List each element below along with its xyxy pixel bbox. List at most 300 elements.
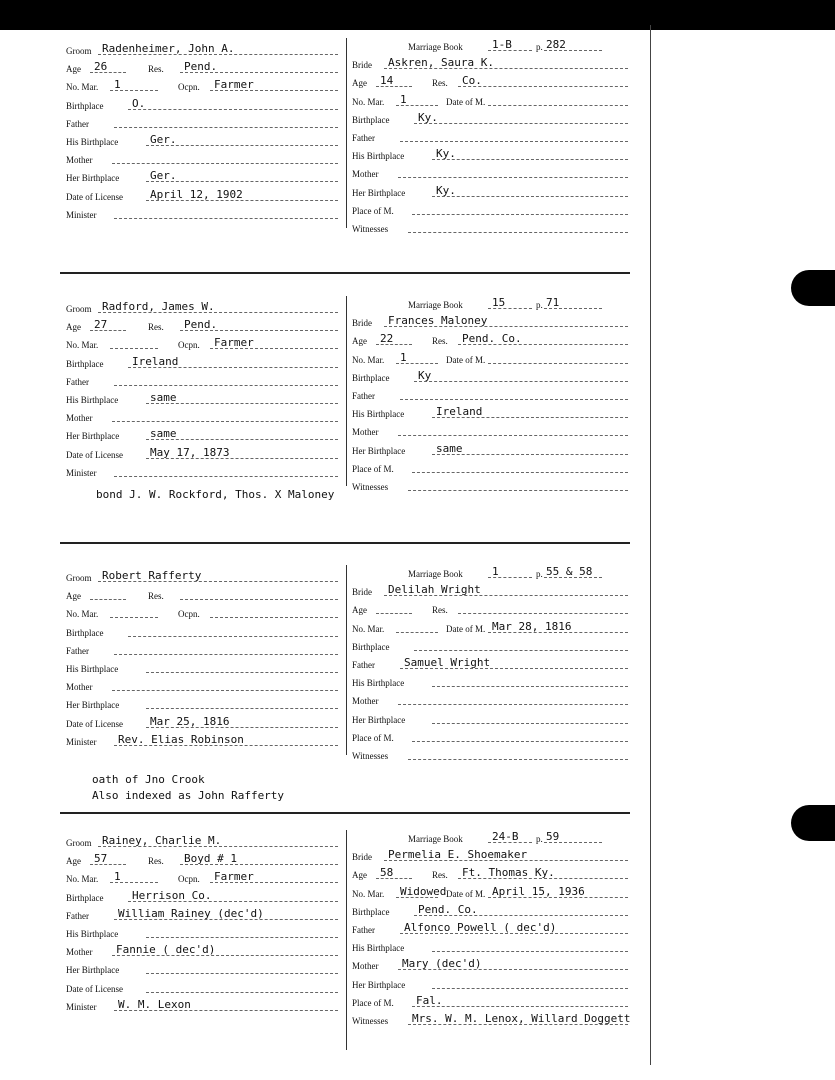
fill-line	[412, 1006, 628, 1007]
fill-line	[432, 159, 628, 160]
bride-res-value: Ft. Thomas Ky.	[462, 866, 555, 880]
field-label: Mother	[352, 961, 379, 972]
bride-row-father	[352, 127, 630, 145]
field-label: Witnesses	[352, 751, 389, 761]
field-label: Res.	[148, 591, 164, 602]
groom-row-her-birthplace	[66, 694, 344, 712]
groom-row-mother	[66, 941, 344, 959]
fill-line	[180, 599, 338, 600]
field-label: Her Birthplace	[352, 187, 406, 198]
bride-his-birthplace-value: Ireland	[436, 405, 483, 419]
fill-line	[398, 177, 628, 178]
fill-line	[146, 992, 338, 993]
bride-row-his-birthplace	[352, 937, 630, 955]
field-label: Minister	[66, 1001, 97, 1012]
field-label: Marriage Book	[408, 42, 463, 52]
bride-name-value: Delilah Wright	[388, 583, 481, 597]
field-label: Father	[352, 660, 375, 670]
field-label: Ocpn.	[178, 609, 200, 620]
bride-name-value: Permelia E. Shoemaker	[388, 848, 528, 862]
groom-res-value: Pend.	[184, 318, 218, 332]
bride-row-his-birthplace	[352, 672, 630, 690]
fill-line	[90, 599, 126, 600]
groom-ocpn-value: Farmer	[214, 336, 254, 350]
field-label: Groom	[66, 304, 92, 314]
fill-line	[408, 232, 628, 233]
groom-no-mar-value: 1	[114, 870, 121, 884]
card-note: bond J. W. Rockford, Thos. X Maloney	[96, 488, 335, 501]
groom-row-his-birthplace	[66, 131, 344, 149]
bride-his-birthplace-value: Ky.	[436, 147, 456, 161]
field-label: Her Birthplace	[66, 700, 120, 711]
field-label: Father	[66, 645, 89, 656]
field-label: Date of License	[66, 718, 123, 729]
scan-top-border	[0, 0, 835, 30]
fill-line	[412, 741, 628, 742]
field-label: Age	[352, 78, 367, 89]
marriage-book-value: 1	[492, 565, 499, 578]
fill-line	[408, 759, 628, 760]
groom-name-value: Robert Rafferty	[102, 569, 202, 582]
bride-row-no-mar	[352, 883, 630, 901]
field-label: No. Mar.	[66, 340, 99, 351]
bride-row-witnesses	[352, 476, 630, 494]
field-label: His Birthplace	[66, 929, 119, 939]
bride-father-value: Alfonco Powell ( dec'd)	[404, 921, 557, 934]
field-label: Date of License	[66, 191, 123, 202]
column-divider	[346, 296, 347, 486]
groom-row-age	[66, 58, 344, 76]
groom-date-of-license-value: Mar 25, 1816	[150, 714, 230, 728]
groom-name-value: Radenheimer, John A.	[102, 42, 235, 55]
groom-her-birthplace-value: same	[150, 427, 177, 441]
marriage-book-value: 15	[492, 296, 506, 309]
fill-line	[458, 86, 628, 87]
groom-her-birthplace-value: Ger.	[150, 169, 177, 183]
field-label: Birthplace	[66, 892, 104, 903]
bride-row-her-birthplace	[352, 974, 630, 992]
groom-row-birthplace	[66, 887, 344, 905]
groom-no-mar-value: 1	[114, 78, 121, 92]
fill-line	[146, 672, 338, 673]
bride-row-age	[352, 72, 630, 90]
field-label: Marriage Book	[408, 834, 463, 844]
fill-line	[114, 385, 338, 386]
bride-row-name	[352, 581, 630, 599]
fill-line	[114, 476, 338, 477]
bride-row-no-mar	[352, 349, 630, 367]
fill-line	[112, 421, 338, 422]
field-label: Bride	[352, 852, 372, 863]
field-label: His Birthplace	[352, 409, 405, 420]
page-number-value: 282	[546, 38, 566, 51]
field-label: Res.	[432, 605, 448, 616]
fill-line	[110, 348, 158, 349]
column-divider	[346, 38, 347, 228]
bride-row-place-of-m	[352, 992, 630, 1010]
field-label: Date of M.	[446, 623, 486, 634]
card-note: oath of Jno Crook	[92, 773, 205, 786]
field-label: Her Birthplace	[66, 965, 120, 976]
bride-birthplace-value: Ky.	[418, 110, 438, 124]
bride-mother-value: Mary (dec'd)	[402, 957, 482, 971]
field-label: Birthplace	[66, 358, 104, 369]
fill-line	[400, 399, 628, 400]
field-label: Age	[66, 591, 81, 602]
groom-name-value: Rainey, Charlie M.	[102, 834, 222, 847]
groom-row-age	[66, 850, 344, 868]
card-note: Also indexed as John Rafferty	[92, 789, 285, 802]
groom-row-father	[66, 640, 344, 658]
fill-line	[112, 163, 338, 164]
groom-row-name	[66, 832, 344, 850]
field-label: No. Mar.	[66, 874, 99, 885]
bride-row-place-of-m	[352, 200, 630, 218]
field-label: Mother	[66, 155, 93, 166]
fill-line	[110, 617, 158, 618]
field-label: Witnesses	[352, 482, 389, 492]
bride-row-her-birthplace	[352, 182, 630, 200]
field-label: Date of License	[66, 449, 123, 460]
marriage-book-row	[352, 36, 630, 54]
groom-row-mother	[66, 149, 344, 167]
bride-row-father	[352, 654, 630, 672]
bride-her-birthplace-value: Ky.	[436, 183, 456, 197]
field-label: Mother	[66, 413, 93, 424]
groom-row-minister	[66, 731, 344, 749]
bride-witnesses-value: Mrs. W. M. Lenox, Willard Doggett	[412, 1012, 631, 1025]
groom-row-birthplace	[66, 622, 344, 640]
field-label: Her Birthplace	[352, 714, 406, 725]
fill-line	[400, 141, 628, 142]
fill-line	[432, 988, 628, 989]
field-label: His Birthplace	[66, 664, 119, 674]
field-label: Age	[66, 856, 81, 867]
groom-birthplace-value: Ireland	[132, 354, 179, 368]
field-label: Date of License	[66, 983, 123, 994]
bride-row-birthplace	[352, 367, 630, 385]
fill-line	[398, 704, 628, 705]
bride-row-witnesses	[352, 1010, 630, 1028]
groom-row-birthplace	[66, 353, 344, 371]
field-label: Bride	[352, 60, 372, 71]
field-label: Bride	[352, 587, 372, 598]
fill-line	[432, 951, 628, 952]
field-label: Date of M.	[446, 354, 486, 365]
field-label: Marriage Book	[408, 300, 463, 310]
fill-line	[432, 196, 628, 197]
field-label: Place of M.	[352, 997, 394, 1008]
field-label: Age	[352, 605, 367, 616]
field-label: Father	[352, 133, 375, 143]
marriage-book-row	[352, 294, 630, 312]
groom-res-value: Boyd # 1	[184, 852, 237, 866]
groom-name-value: Radford, James W.	[102, 300, 215, 313]
bride-res-value: Co.	[462, 74, 482, 88]
bride-age-value: 58	[380, 866, 394, 880]
field-label: Bride	[352, 318, 372, 329]
bride-row-place-of-m	[352, 458, 630, 476]
groom-row-her-birthplace	[66, 167, 344, 185]
field-label: Her Birthplace	[66, 173, 120, 184]
bride-row-his-birthplace	[352, 403, 630, 421]
field-label: Res.	[148, 856, 164, 867]
groom-row-her-birthplace	[66, 959, 344, 977]
bride-date-of-m-value: Mar 28, 1816	[492, 619, 572, 633]
bride-row-age	[352, 599, 630, 617]
field-label: Res.	[432, 870, 448, 881]
field-label: Birthplace	[352, 114, 390, 125]
field-label: Res.	[148, 64, 164, 75]
page-number-value: 55 & 58	[546, 565, 593, 578]
bride-name-value: Askren, Saura K.	[388, 56, 494, 70]
field-label: His Birthplace	[352, 678, 405, 689]
field-label: No. Mar.	[66, 609, 99, 620]
groom-row-his-birthplace	[66, 389, 344, 407]
bride-res-value: Pend. Co.	[462, 332, 522, 346]
marriage-book-value: 1-B	[492, 38, 512, 51]
column-divider	[346, 565, 347, 755]
bride-no-mar-value: Widowed	[400, 884, 447, 898]
groom-row-minister	[66, 204, 344, 222]
bride-father-value: Samuel Wright	[404, 656, 491, 669]
groom-row-father	[66, 371, 344, 389]
field-label: Father	[66, 376, 89, 387]
bride-row-name	[352, 846, 630, 864]
groom-row-father	[66, 113, 344, 131]
groom-row-no-mar	[66, 868, 344, 886]
groom-row-age	[66, 316, 344, 334]
field-label: Birthplace	[352, 906, 390, 917]
field-label: His Birthplace	[352, 151, 405, 162]
field-label: Minister	[66, 736, 97, 747]
groom-row-mother	[66, 407, 344, 425]
groom-his-birthplace-value: same	[150, 391, 177, 404]
field-label: Her Birthplace	[352, 979, 406, 990]
field-label: Age	[66, 322, 81, 333]
field-label: Minister	[66, 467, 97, 478]
fill-line	[432, 723, 628, 724]
field-label: Mother	[66, 682, 93, 693]
bride-birthplace-value: Ky	[418, 368, 432, 382]
field-label: His Birthplace	[66, 395, 119, 405]
bride-row-mother	[352, 421, 630, 439]
field-label: Father	[66, 910, 89, 921]
field-label: Place of M.	[352, 732, 394, 743]
groom-row-name	[66, 567, 344, 585]
fill-line	[112, 690, 338, 691]
field-label: Birthplace	[352, 372, 390, 383]
bride-row-mother	[352, 955, 630, 973]
field-label: Father	[66, 118, 89, 129]
marriage-book-row	[352, 563, 630, 581]
field-label: Minister	[66, 209, 97, 220]
fill-line	[432, 686, 628, 687]
field-label: Res.	[432, 336, 448, 347]
fill-line	[396, 632, 438, 633]
fill-line	[114, 218, 338, 219]
groom-mother-value: Fannie ( dec'd)	[116, 943, 216, 957]
groom-res-value: Pend.	[184, 60, 218, 74]
groom-row-his-birthplace	[66, 923, 344, 941]
field-label: Place of M.	[352, 463, 394, 474]
field-label: Ocpn.	[178, 340, 200, 351]
bride-row-father	[352, 385, 630, 403]
fill-line	[146, 708, 338, 709]
groom-birthplace-value: O.	[132, 96, 146, 110]
field-label: Groom	[66, 573, 92, 583]
field-label: His Birthplace	[66, 137, 119, 147]
bride-age-value: 22	[380, 332, 394, 346]
field-label: Father	[352, 391, 375, 401]
field-label: Witnesses	[352, 1016, 389, 1026]
fill-line	[114, 127, 338, 128]
bride-row-witnesses	[352, 745, 630, 763]
bride-place-of-m-value: Fal.	[416, 993, 443, 1007]
groom-row-no-mar	[66, 334, 344, 352]
groom-row-date-of-license	[66, 713, 344, 731]
bride-row-his-birthplace	[352, 145, 630, 163]
card-separator	[60, 542, 630, 544]
field-label: Place of M.	[352, 205, 394, 216]
page-number-value: 59	[546, 830, 560, 843]
bride-row-mother	[352, 163, 630, 181]
field-label: Mother	[352, 696, 379, 707]
field-label: Date of M.	[446, 888, 486, 899]
groom-father-value: William Rainey (dec'd)	[118, 906, 264, 920]
bride-row-her-birthplace	[352, 709, 630, 727]
marriage-book-row	[352, 828, 630, 846]
field-label: Age	[352, 870, 367, 881]
groom-birthplace-value: Herrison Co.	[132, 888, 212, 902]
field-label: Birthplace	[66, 627, 104, 638]
field-label: p.	[536, 834, 543, 844]
field-label: His Birthplace	[352, 943, 405, 954]
groom-ocpn-value: Farmer	[214, 870, 254, 884]
field-label: Groom	[66, 838, 92, 848]
fill-line	[412, 214, 628, 215]
fill-line	[414, 650, 628, 651]
groom-date-of-license-value: April 12, 1902	[150, 187, 243, 201]
field-label: p.	[536, 569, 543, 579]
fill-line	[146, 973, 338, 974]
groom-row-her-birthplace	[66, 425, 344, 443]
groom-age-value: 57	[94, 852, 108, 866]
groom-row-no-mar	[66, 603, 344, 621]
groom-row-his-birthplace	[66, 658, 344, 676]
bride-row-age	[352, 864, 630, 882]
card-separator	[60, 272, 630, 274]
card-separator	[60, 812, 630, 814]
page-number-value: 71	[546, 296, 560, 309]
groom-row-father	[66, 905, 344, 923]
field-label: Groom	[66, 46, 92, 56]
field-label: p.	[536, 42, 543, 52]
fill-line	[458, 613, 628, 614]
groom-minister-value: Rev. Elias Robinson	[118, 732, 244, 746]
groom-ocpn-value: Farmer	[214, 78, 254, 92]
bride-row-no-mar	[352, 618, 630, 636]
fill-line	[114, 654, 338, 655]
groom-row-name	[66, 298, 344, 316]
field-label: No. Mar.	[352, 623, 385, 634]
record-card	[0, 36, 835, 286]
fill-line	[414, 123, 628, 124]
field-label: No. Mar.	[352, 354, 385, 365]
groom-row-birthplace	[66, 95, 344, 113]
bride-row-birthplace	[352, 636, 630, 654]
field-label: No. Mar.	[352, 96, 385, 107]
field-label: Date of M.	[446, 96, 486, 107]
bride-row-witnesses	[352, 218, 630, 236]
groom-row-date-of-license	[66, 444, 344, 462]
fill-line	[488, 363, 628, 364]
field-label: Her Birthplace	[352, 445, 406, 456]
fill-line	[128, 109, 338, 110]
column-divider	[346, 830, 347, 1050]
field-label: Ocpn.	[178, 82, 200, 93]
record-card	[0, 294, 835, 544]
field-label: No. Mar.	[66, 82, 99, 93]
groom-date-of-license-value: May 17, 1873	[150, 445, 230, 459]
field-label: Father	[352, 925, 375, 935]
groom-row-age	[66, 585, 344, 603]
groom-his-birthplace-value: Ger.	[150, 133, 177, 146]
field-label: Age	[66, 64, 81, 75]
bride-row-her-birthplace	[352, 440, 630, 458]
fill-line	[146, 937, 338, 938]
record-card	[0, 563, 835, 813]
bride-row-age	[352, 330, 630, 348]
fill-line	[414, 381, 628, 382]
bride-row-father	[352, 919, 630, 937]
field-label: Birthplace	[352, 641, 390, 652]
bride-date-of-m-value: April 15, 1936	[492, 884, 585, 898]
fill-line	[398, 435, 628, 436]
groom-row-minister	[66, 996, 344, 1014]
bride-row-place-of-m	[352, 727, 630, 745]
field-label: Witnesses	[352, 224, 389, 234]
marriage-book-value: 24-B	[492, 830, 519, 843]
bride-no-mar-value: 1	[400, 92, 407, 106]
groom-age-value: 27	[94, 318, 108, 332]
field-label: No. Mar.	[352, 888, 385, 899]
bride-row-birthplace	[352, 109, 630, 127]
bride-row-mother	[352, 690, 630, 708]
bride-row-name	[352, 312, 630, 330]
fill-line	[210, 617, 338, 618]
field-label: p.	[536, 300, 543, 310]
groom-minister-value: W. M. Lexon	[118, 997, 191, 1011]
groom-age-value: 26	[94, 60, 108, 74]
groom-row-no-mar	[66, 76, 344, 94]
bride-name-value: Frances Maloney	[388, 314, 488, 328]
groom-row-name	[66, 40, 344, 58]
fill-line	[376, 613, 412, 614]
fill-line	[412, 472, 628, 473]
groom-row-mother	[66, 676, 344, 694]
bride-birthplace-value: Pend. Co.	[418, 902, 478, 916]
groom-row-date-of-license	[66, 186, 344, 204]
fill-line	[408, 490, 628, 491]
bride-row-no-mar	[352, 91, 630, 109]
record-card	[0, 828, 835, 1078]
bride-her-birthplace-value: same	[436, 441, 463, 455]
field-label: Res.	[148, 322, 164, 333]
field-label: Birthplace	[66, 100, 104, 111]
bride-row-birthplace	[352, 901, 630, 919]
groom-row-date-of-license	[66, 978, 344, 996]
